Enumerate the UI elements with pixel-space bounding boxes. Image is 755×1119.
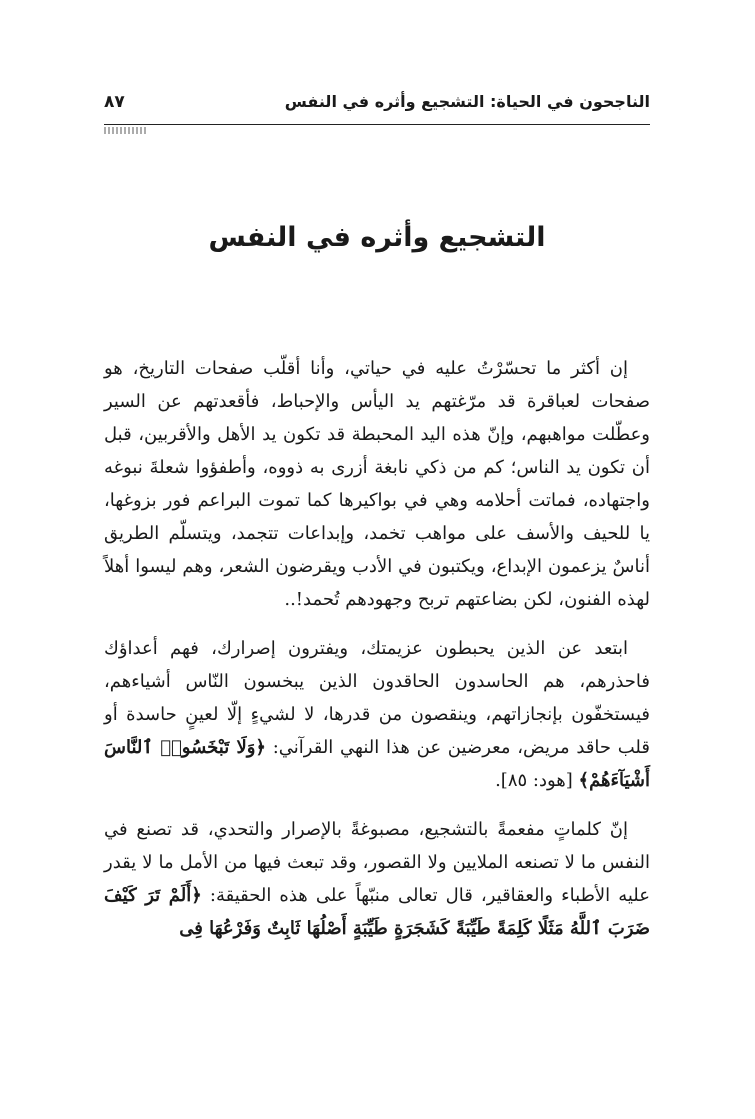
- body-text: [104, 352, 650, 961]
- paragraph-3-text: إنّ كلماتٍ مفعمةً بالتشجيع، مصبوغةً بالإصرار والتحدي، قد تصنع في النفس ما لا تصنعه الملايين ولا القصور، وقد تبعث فيها من الأمل ما لا يقدر عليه الأطباء والعقاقير، قال تعالى منبّهاً على هذه الحقيقة:: [104, 819, 650, 906]
- paragraph-3: [104, 813, 650, 945]
- header-divider: [104, 124, 650, 125]
- paragraph-2: [104, 632, 650, 797]
- chapter-title: التشجيع وأثره في النفس: [208, 222, 546, 253]
- header-ornament: [104, 127, 148, 134]
- paragraph-1-text: إن أكثر ما تحسّرْتُ عليه في حياتي، وأنا أقلّب صفحات التاريخ، هو صفحات لعباقرة قد مرّغتهم يد اليأس والإحباط، فأقعدتهم عن السير وعطّلت مواهبهم، وإنّ هذه اليد المحبطة قد تكون يد الأهل والأقربين، قبل أن تكون يد الناس؛ كم من ذكي نابغة أزرى به ذووه، وأطفؤوا شعلةَ نبوغه واجتهاده، فماتت أحلامه وهي في بواكيرها كما تموت البراعم فور بزوغها، يا للحيف والأسف على مواهب تخمد، وإبداعات تتجمد، ويتسلّم الطريق أناسٌ يزعمون الإبداع، ويكتبون في الأدب ويقرضون الشعر، وهم ليسوا أهلاً لهذه الفنون، لكن بضاعتهم تربح وجهودهم تُحمد!..: [104, 358, 650, 610]
- running-header: [104, 92, 650, 122]
- page-number: ٨٧: [104, 92, 125, 112]
- paragraph-1: [104, 352, 650, 616]
- verse-reference: [هود: ٨٥].: [495, 770, 579, 791]
- quran-verse-hud: ﴿وَلَا تَبْخَسُوا۟ ٱلنَّاسَ أَشْيَآءَهُمْ﴾: [104, 737, 650, 791]
- running-header-title: الناجحون في الحياة: التشجيع وأثره في النفس: [284, 92, 650, 111]
- paragraph-2-text: ابتعد عن الذين يحبطون عزيمتك، ويفترون إصرارك، فهم أعداؤك فاحذرهم، هم الحاسدون الحاقدون الذين يبخسون النّاس أشياءهم، فيستخفّون بإنجازاتهم، وينقصون من قدرها، لا لشيءٍ إلّا لعينٍ حاسدة أو قلب حاقد مريض، معرضين عن هذا النهي القرآني:: [104, 638, 650, 758]
- quran-verse-ibrahim: ﴿أَلَمْ تَرَ كَيْفَ ضَرَبَ ٱللَّهُ مَثَلًا كَلِمَةً طَيِّبَةً كَشَجَرَةٍ طَيِّبَةٍ أَصْلُهَا ثَابِتٌ وَفَرْعُهَا فِى: [104, 885, 650, 939]
